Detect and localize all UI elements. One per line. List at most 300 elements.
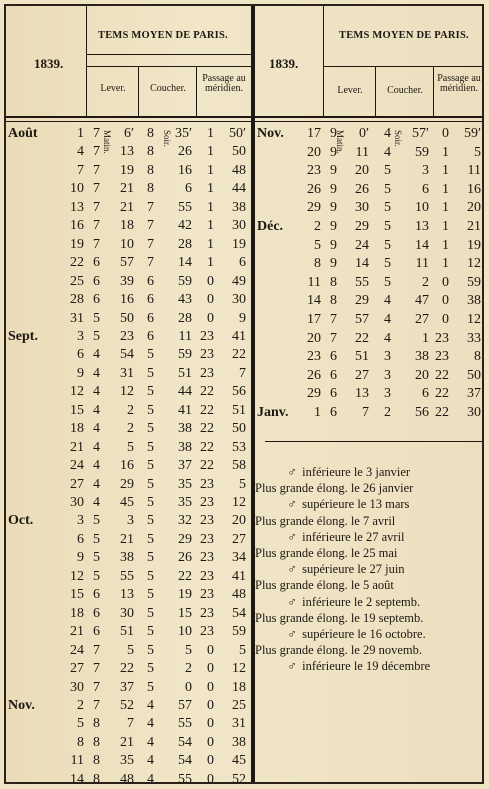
right-header-title: TEMS MOYEN DE PARIS. — [339, 30, 469, 41]
left-month: Sept. — [8, 328, 38, 344]
left-coucher-h: 8 — [147, 181, 154, 197]
left-day: 1 — [77, 126, 84, 141]
left-lever-m: 38 — [120, 550, 134, 566]
note-le: le — [357, 562, 367, 577]
left-passage-m: 59 — [232, 624, 246, 640]
left-coucher-m: 35 — [178, 495, 192, 510]
note-date: 7 avril — [362, 513, 396, 528]
left-lever-h: 7 — [93, 679, 100, 695]
left-lever-h: 8 — [93, 716, 100, 732]
left-day: 10 — [70, 181, 84, 197]
left-day: 25 — [70, 273, 84, 289]
left-day: 27 — [70, 476, 84, 492]
right-passage-m: 59′ — [463, 126, 481, 141]
right-passage-m: 37 — [467, 386, 481, 402]
planet-symbol-icon: ♂ — [287, 465, 297, 479]
right-passage-h: 1 — [442, 181, 449, 197]
right-coucher-m: 1 — [422, 330, 429, 346]
right-month: Janv. — [257, 405, 289, 420]
planet-symbol-icon: ♂ — [287, 562, 297, 577]
left-passage-h: 23 — [200, 550, 214, 566]
left-row — [6, 751, 251, 770]
right-coucher-h: 5 — [384, 181, 391, 197]
right-coucher-m: 13 — [415, 219, 429, 234]
right-coucher-m: 11 — [415, 256, 429, 272]
left-passage-h: 23 — [200, 476, 214, 492]
left-hline-sub2 — [86, 66, 251, 67]
left-col-lever: Lever. — [100, 83, 126, 94]
left-lever-h: 4 — [93, 402, 100, 418]
left-passage-m: 6 — [239, 255, 246, 271]
left-passage-h: 0 — [207, 679, 214, 695]
note-date: 27 juin — [369, 562, 405, 577]
note-le: le — [350, 643, 360, 658]
almanac-page — [4, 4, 484, 787]
right-lever-m: 11 — [355, 144, 369, 160]
left-coucher-m: 16 — [178, 162, 192, 178]
left-row — [6, 678, 251, 697]
left-row — [6, 198, 251, 217]
left-passage-m: 48 — [232, 162, 246, 178]
left-passage-m: 5 — [239, 642, 246, 658]
left-passage-m: 41 — [232, 568, 246, 584]
left-row — [6, 438, 251, 457]
left-lever-m: 2 — [127, 421, 134, 437]
right-coucher-m: 57′ — [411, 126, 429, 141]
right-coucher-m: 14 — [415, 237, 429, 253]
right-day: 1 — [314, 405, 321, 420]
right-lever-h: 9 — [330, 237, 337, 253]
right-passage-m: 20 — [467, 200, 481, 216]
left-day: 8 — [77, 734, 84, 750]
left-day: 27 — [70, 661, 84, 677]
right-month: Déc. — [257, 219, 284, 234]
right-coucher-h: 4 — [384, 312, 391, 327]
note-date: 26 janvier — [362, 481, 414, 496]
right-passage-m: 5 — [474, 144, 481, 160]
left-row — [6, 585, 251, 604]
right-row — [255, 347, 484, 366]
right-passage-m: 12 — [467, 256, 481, 272]
right-coucher-h: 2 — [384, 405, 391, 420]
left-day: 12 — [70, 384, 84, 400]
left-row — [6, 530, 251, 549]
left-coucher-h: 4 — [147, 716, 154, 732]
note-date: 5 août — [362, 578, 394, 593]
right-coucher-h: 4 — [384, 144, 391, 160]
note-line — [255, 545, 484, 561]
right-lever-h: 9 — [330, 200, 337, 216]
right-col-lever: Lever. — [337, 85, 363, 96]
left-lever-m: 6′ — [123, 126, 134, 141]
right-coucher-h: 4 — [384, 330, 391, 346]
left-passage-m: 45 — [232, 753, 246, 769]
note-le: le — [353, 529, 363, 544]
left-day: 9 — [77, 365, 84, 381]
left-coucher-m: 5 — [185, 642, 192, 658]
left-coucher-h: 7 — [147, 236, 154, 252]
left-coucher-m: 26 — [178, 550, 192, 566]
left-day: 21 — [70, 624, 84, 640]
right-lever-m: 55 — [355, 274, 369, 290]
right-passage-m: 19 — [467, 237, 481, 253]
left-coucher-h: 8 — [147, 144, 154, 160]
left-coucher-h: 5 — [147, 421, 154, 437]
right-coucher-h: 5 — [384, 200, 391, 216]
left-lever-m: 54 — [120, 347, 134, 363]
right-passage-m: 33 — [467, 330, 481, 346]
note-date: 3 janvier — [365, 465, 411, 479]
right-table — [255, 6, 484, 782]
right-lever-h: 9 — [330, 256, 337, 272]
left-coucher-m: 38 — [178, 439, 192, 455]
note-date: 2 septemb. — [365, 594, 421, 609]
right-coucher-m: 38 — [415, 349, 429, 365]
left-coucher-m: 37 — [178, 458, 192, 474]
left-lever-h: 6 — [93, 255, 100, 271]
left-row — [6, 364, 251, 383]
right-day: 17 — [307, 312, 321, 327]
left-passage-m: 53 — [232, 439, 246, 455]
note-le: le — [350, 481, 360, 496]
left-passage-m: 38 — [232, 734, 246, 750]
note-line — [255, 642, 484, 658]
left-lever-m: 21 — [120, 181, 134, 197]
right-coucher-m: 10 — [415, 200, 429, 216]
right-coucher-h: 5 — [384, 163, 391, 179]
left-passage-h: 23 — [200, 328, 214, 344]
left-coucher-m: 29 — [178, 531, 192, 547]
right-passage-m: 11 — [467, 163, 481, 179]
left-row — [6, 235, 251, 254]
left-coucher-m: 54 — [178, 734, 192, 750]
note-le: le — [357, 627, 367, 642]
left-passage-h: 23 — [200, 531, 214, 547]
left-hline-main — [6, 116, 251, 118]
left-lever-h: 6 — [93, 605, 100, 621]
left-passage-h: 1 — [207, 255, 214, 271]
left-coucher-m: 35′ — [174, 126, 192, 141]
right-row — [255, 291, 484, 310]
left-vline-2 — [138, 66, 139, 116]
left-day: 24 — [70, 458, 84, 474]
left-coucher-m: 59 — [178, 273, 192, 289]
left-coucher-h: 5 — [147, 513, 154, 529]
right-row — [255, 366, 484, 385]
left-lever-h: 6 — [93, 587, 100, 603]
left-passage-m: 22 — [232, 347, 246, 363]
left-coucher-h: 7 — [147, 199, 154, 215]
right-coucher-h: 4 — [384, 293, 391, 309]
right-col-coucher: Coucher. — [387, 85, 423, 96]
left-coucher-h: 5 — [147, 402, 154, 418]
right-lever-h: 9 — [330, 181, 337, 197]
right-passage-h: 0 — [442, 274, 449, 290]
left-row — [6, 604, 251, 623]
left-passage-h: 0 — [207, 753, 214, 769]
left-day: 16 — [70, 218, 84, 234]
right-day: 23 — [307, 349, 321, 365]
right-day: 29 — [307, 200, 321, 216]
left-passage-h: 22 — [200, 458, 214, 474]
left-lever-m: 13 — [120, 144, 134, 160]
left-passage-m: 12 — [232, 661, 246, 677]
left-passage-h: 23 — [200, 495, 214, 510]
right-passage-h: 0 — [442, 126, 449, 141]
left-coucher-h: 8 — [147, 126, 154, 141]
right-coucher-h: 3 — [384, 367, 391, 383]
right-lever-m: 0′ — [358, 126, 369, 141]
right-lever-m: 26 — [355, 181, 369, 197]
right-lever-h: 8 — [330, 274, 337, 290]
left-row — [6, 714, 251, 733]
left-coucher-m: 0 — [185, 679, 192, 695]
left-passage-h: 23 — [200, 568, 214, 584]
right-day: 26 — [307, 367, 321, 383]
note-text: Plus grande élong. — [255, 610, 348, 625]
left-day: 4 — [77, 144, 84, 160]
left-row — [6, 179, 251, 198]
left-row — [6, 253, 251, 272]
left-lever-h: 5 — [93, 513, 100, 529]
left-lever-h: 7 — [93, 181, 100, 197]
left-passage-h: 23 — [200, 513, 214, 529]
left-coucher-h: 7 — [147, 218, 154, 234]
left-col-passage: Passage au méridien. — [202, 73, 246, 94]
left-coucher-m: 35 — [178, 476, 192, 492]
left-coucher-h: 5 — [147, 365, 154, 381]
left-lever-h: 7 — [93, 126, 100, 141]
planet-symbol-icon: ♂ — [287, 627, 297, 642]
left-row — [6, 475, 251, 494]
left-day: 9 — [77, 550, 84, 566]
left-day: 5 — [77, 716, 84, 732]
left-lever-h: 8 — [93, 771, 100, 787]
left-lever-h: 5 — [93, 550, 100, 566]
left-day: 6 — [77, 347, 84, 363]
left-passage-h: 0 — [207, 734, 214, 750]
left-coucher-m: 26 — [178, 144, 192, 160]
right-passage-m: 38 — [467, 293, 481, 309]
left-coucher-m: 59 — [178, 347, 192, 363]
left-passage-m: 56 — [232, 384, 246, 400]
right-row — [255, 180, 484, 199]
right-row — [255, 310, 484, 329]
left-lever-m: 2 — [127, 402, 134, 418]
left-lever-h: 7 — [93, 642, 100, 658]
left-coucher-m: 44 — [178, 384, 192, 400]
note-date: 29 novemb. — [362, 643, 423, 658]
left-lever-m: 7 — [127, 716, 134, 732]
left-lever-m: 5 — [127, 439, 134, 455]
left-lever-m: 5 — [127, 642, 134, 658]
left-passage-h: 22 — [200, 421, 214, 437]
left-lever-h: 4 — [93, 365, 100, 381]
left-coucher-h: 4 — [147, 771, 154, 787]
left-lever-h: 6 — [93, 292, 100, 308]
left-coucher-h: 5 — [147, 568, 154, 584]
note-line — [255, 594, 484, 610]
left-vline-3 — [196, 66, 197, 116]
left-row — [6, 696, 251, 715]
right-coucher-m: 47 — [415, 293, 429, 309]
left-passage-m: 31 — [232, 716, 246, 732]
right-lever-m: 13 — [355, 386, 369, 402]
right-lever-h: 7 — [330, 330, 337, 346]
left-coucher-m: 28 — [178, 236, 192, 252]
right-lever-m: 29 — [355, 219, 369, 234]
right-passage-h: 1 — [442, 256, 449, 272]
left-passage-h: 0 — [207, 310, 214, 326]
left-passage-h: 1 — [207, 181, 214, 197]
left-day: 19 — [70, 236, 84, 252]
right-passage-m: 8 — [474, 349, 481, 365]
left-passage-h: 0 — [207, 273, 214, 289]
left-passage-m: 5 — [239, 476, 246, 492]
left-coucher-h: 5 — [147, 384, 154, 400]
left-lever-m: 21 — [120, 531, 134, 547]
left-passage-h: 23 — [200, 347, 214, 363]
left-coucher-h: 5 — [147, 550, 154, 566]
right-coucher-h: 5 — [384, 219, 391, 234]
left-coucher-m: 42 — [178, 218, 192, 234]
right-soir-label: Soir. — [393, 130, 403, 147]
left-lever-h: 5 — [93, 328, 100, 344]
left-soir-label: Soir. — [162, 130, 172, 147]
left-lever-m: 16 — [120, 292, 134, 308]
planet-symbol-icon: ♂ — [287, 497, 297, 512]
left-passage-h: 1 — [207, 126, 214, 141]
left-lever-m: 51 — [120, 624, 134, 640]
left-lever-m: 19 — [120, 162, 134, 178]
note-le: le — [350, 578, 360, 593]
left-coucher-m: 55 — [178, 716, 192, 732]
left-passage-m: 9 — [239, 310, 246, 326]
left-lever-m: 3 — [127, 513, 134, 529]
left-month: Oct. — [8, 513, 34, 529]
note-text: Plus grande élong. — [255, 513, 348, 528]
left-header-title: TEMS MOYEN DE PARIS. — [98, 30, 228, 41]
left-lever-m: 48 — [120, 771, 134, 787]
left-coucher-h: 4 — [147, 753, 154, 769]
left-lever-h: 7 — [93, 218, 100, 234]
left-coucher-m: 41 — [178, 402, 192, 418]
left-row — [6, 327, 251, 346]
left-passage-m: 50 — [232, 144, 246, 160]
left-passage-m: 30 — [232, 218, 246, 234]
right-coucher-m: 2 — [422, 274, 429, 290]
left-passage-h: 22 — [200, 439, 214, 455]
right-lever-h: 9 — [330, 163, 337, 179]
left-lever-h: 5 — [93, 531, 100, 547]
left-day: 11 — [70, 753, 84, 769]
left-day: 18 — [70, 605, 84, 621]
right-lever-h: 9 — [330, 219, 337, 234]
note-date: 19 septemb. — [362, 610, 424, 625]
note-line — [255, 529, 484, 545]
right-passage-m: 21 — [467, 219, 481, 234]
right-lever-m: 22 — [355, 330, 369, 346]
right-lever-m: 51 — [355, 349, 369, 365]
right-lever-m: 27 — [355, 367, 369, 383]
left-lever-h: 8 — [93, 734, 100, 750]
left-coucher-m: 6 — [185, 181, 192, 197]
left-row — [6, 548, 251, 567]
left-day: 30 — [70, 495, 84, 510]
right-lever-h: 6 — [330, 386, 337, 402]
left-lever-m: 13 — [120, 587, 134, 603]
note-text: Plus grande élong. — [255, 578, 348, 593]
note-text: Plus grande élong. — [255, 481, 348, 496]
left-coucher-m: 2 — [185, 661, 192, 677]
left-passage-m: 54 — [232, 605, 246, 621]
right-row — [255, 384, 484, 403]
left-coucher-h: 5 — [147, 679, 154, 695]
left-passage-m: 18 — [232, 679, 246, 695]
left-coucher-m: 22 — [178, 568, 192, 584]
right-lever-h: 6 — [330, 349, 337, 365]
left-row — [6, 216, 251, 235]
left-row — [6, 641, 251, 660]
right-row — [255, 143, 484, 162]
right-passage-h: 0 — [442, 312, 449, 327]
left-lever-h: 4 — [93, 384, 100, 400]
note-le: le — [350, 546, 360, 561]
left-col-coucher: Coucher. — [150, 83, 186, 94]
left-coucher-m: 51 — [178, 365, 192, 381]
left-lever-h: 4 — [93, 421, 100, 437]
left-lever-h: 7 — [93, 697, 100, 713]
right-passage-h: 23 — [435, 330, 449, 346]
left-passage-m: 48 — [232, 587, 246, 603]
right-passage-h: 1 — [442, 163, 449, 179]
left-lever-m: 35 — [120, 753, 134, 769]
right-day: 20 — [307, 330, 321, 346]
left-coucher-h: 6 — [147, 310, 154, 326]
right-passage-h: 22 — [435, 405, 449, 420]
left-passage-h: 0 — [207, 661, 214, 677]
left-coucher-h: 5 — [147, 605, 154, 621]
left-coucher-h: 5 — [147, 661, 154, 677]
left-coucher-h: 5 — [147, 347, 154, 363]
right-hline-main2 — [255, 121, 484, 122]
left-coucher-m: 38 — [178, 421, 192, 437]
left-passage-h: 0 — [207, 292, 214, 308]
left-passage-h: 22 — [200, 402, 214, 418]
left-passage-h: 23 — [200, 587, 214, 603]
left-day: 3 — [77, 513, 84, 529]
right-coucher-h: 4 — [384, 126, 391, 141]
right-day: 11 — [307, 274, 321, 290]
left-row — [6, 511, 251, 530]
note-date: 27 avril — [365, 529, 405, 544]
left-passage-h: 1 — [207, 162, 214, 178]
right-day: 23 — [307, 163, 321, 179]
right-coucher-m: 6 — [422, 386, 429, 402]
left-lever-m: 12 — [120, 384, 134, 400]
right-passage-m: 50 — [467, 367, 481, 383]
left-coucher-h: 5 — [147, 624, 154, 640]
right-passage-h: 22 — [435, 367, 449, 383]
left-lever-h: 4 — [93, 476, 100, 492]
left-lever-h: 6 — [93, 624, 100, 640]
left-coucher-m: 15 — [178, 605, 192, 621]
right-coucher-h: 3 — [384, 386, 391, 402]
left-lever-m: 18 — [120, 218, 134, 234]
note-date: 13 mars — [369, 497, 410, 512]
left-passage-h: 23 — [200, 624, 214, 640]
left-lever-m: 30 — [120, 605, 134, 621]
